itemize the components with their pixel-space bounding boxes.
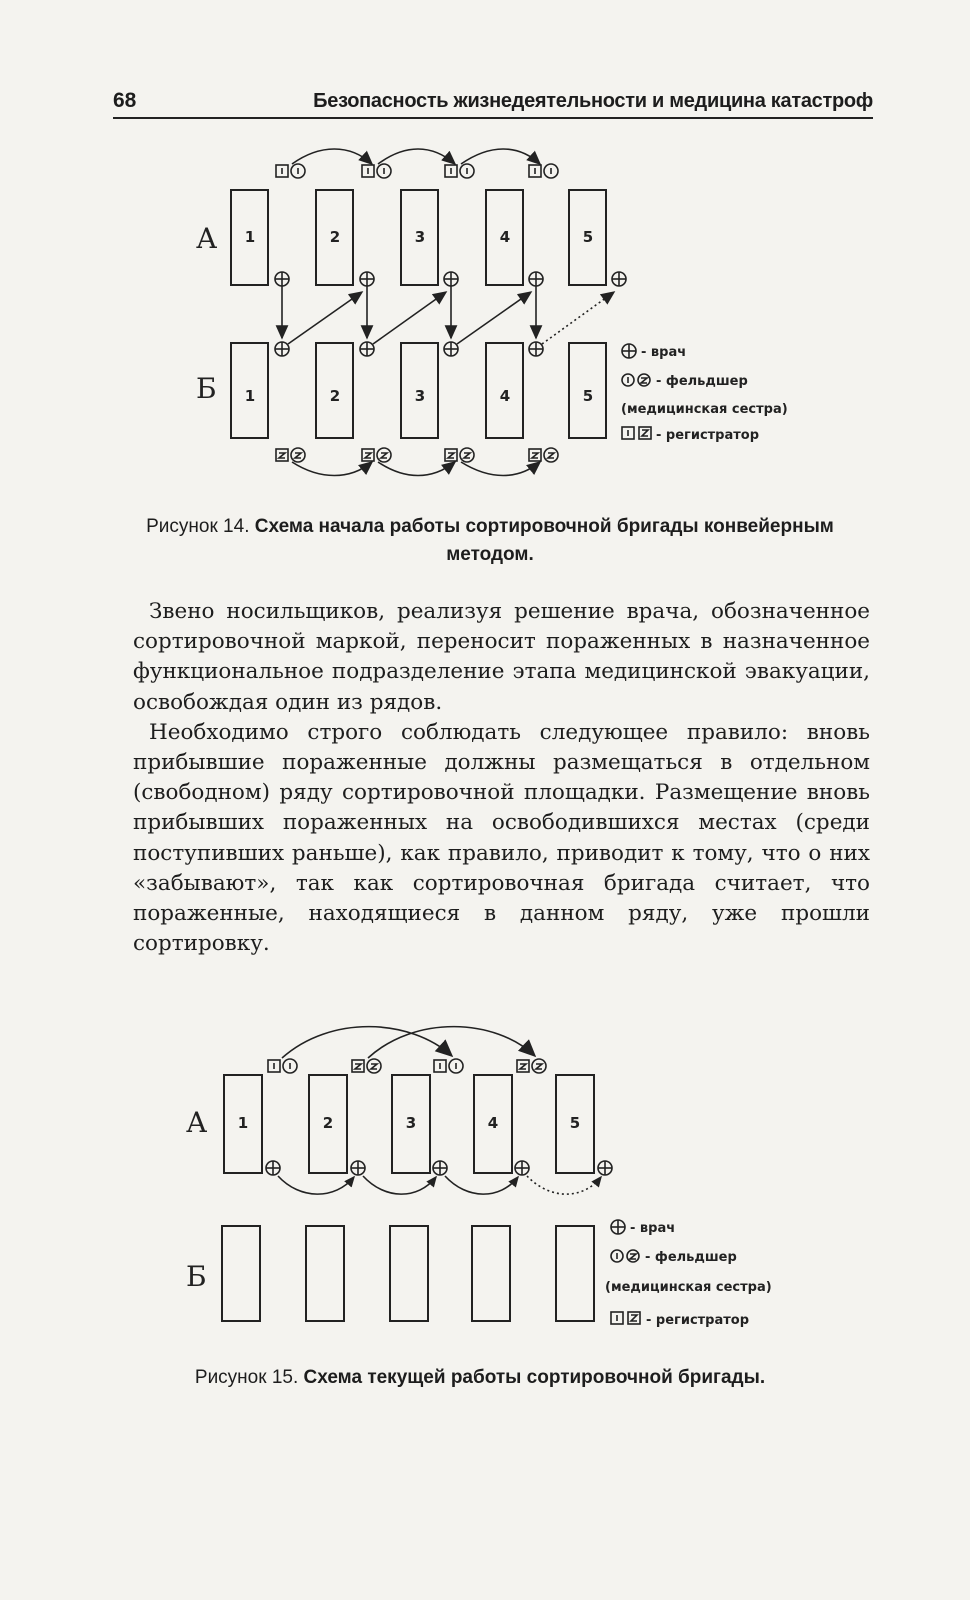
running-header <box>113 89 873 119</box>
figure-15-caption-text: Схема текущей работы сортировочной бригады. <box>303 1367 766 1388</box>
registrar-paramedic-icon <box>529 448 558 462</box>
row-a-team-markers <box>276 149 558 178</box>
doctor-icon <box>360 342 374 356</box>
legend-nurse: (медицинская сестра) <box>605 1280 772 1295</box>
doctor-icon <box>275 342 289 356</box>
stretcher-a-3-number: 3 <box>414 228 426 246</box>
doctor-icon <box>612 272 626 286</box>
paragraph-2: Необходимо строго соблюдать следующее правило: вновь прибывшие пораженные должны размещаться в отдельном (свободном) ряду сортировочной площадки. Размещение вновь прибывших пораженных на освободившихся местах (среди поступивших раньше), как правило, приводит к тому, что о них «забывают», так как сортировочная бригада считает, что пораженные, находящиеся в данном ряду, уже прошли сортировку. <box>133 719 870 957</box>
legend-registrar: - регистратор <box>646 1313 750 1328</box>
registrar-paramedic-icon <box>529 164 558 178</box>
registrar-icon <box>611 1312 640 1324</box>
stretcher-b-1-number: 1 <box>244 387 256 405</box>
row-b-empty-stretchers <box>222 1226 594 1321</box>
legend-paramedic: - фельдшер <box>645 1250 737 1265</box>
row-b-label: Б <box>186 1260 207 1293</box>
row-a-team-markers <box>268 1027 546 1073</box>
legend-nurse: (медицинская сестра) <box>621 402 788 417</box>
registrar-paramedic-icon <box>434 1059 463 1073</box>
stretcher-b-5-number: 5 <box>582 387 594 405</box>
figure-14-caption <box>130 513 850 569</box>
registrar-paramedic-icon <box>362 448 391 462</box>
doctor-icon <box>433 1161 447 1175</box>
stretcher-b-4 <box>472 1226 510 1321</box>
stretcher-a-4-number: 4 <box>487 1114 499 1132</box>
legend-doctor: - врач <box>630 1221 676 1236</box>
stretcher-b-4-number: 4 <box>499 387 511 405</box>
stretcher-a-1-number: 1 <box>237 1114 249 1132</box>
legend-doctor: - врач <box>641 345 687 360</box>
registrar-paramedic-icon <box>352 1059 381 1073</box>
doctor-icon <box>611 1220 625 1234</box>
stretcher-a-2-number: 2 <box>329 228 341 246</box>
row-a-label: А <box>186 1106 208 1139</box>
doctor-icon <box>515 1161 529 1175</box>
stretcher-b-2-number: 2 <box>329 387 341 405</box>
doctor-icon <box>529 272 543 286</box>
doctor-icon <box>360 272 374 286</box>
figure-15-caption <box>120 1364 840 1392</box>
row-a-label: А <box>196 222 218 255</box>
stretcher-a-2-number: 2 <box>322 1114 334 1132</box>
doctor-icon <box>275 272 289 286</box>
registrar-paramedic-icon <box>276 164 305 178</box>
doctor-icon <box>351 1161 365 1175</box>
figure-14-caption-text: Схема начала работы сортировочной бригады конвейерным методом. <box>254 516 834 565</box>
running-title: Безопасность жизнедеятельности и медицина катастроф <box>313 90 873 112</box>
stretcher-b-1 <box>222 1226 260 1321</box>
doctor-icon <box>444 272 458 286</box>
doctor-icon <box>598 1161 612 1175</box>
legend <box>621 344 788 443</box>
registrar-paramedic-icon <box>445 448 474 462</box>
legend-paramedic: - фельдшер <box>656 374 748 389</box>
figure-14-caption-lead: Рисунок 14. <box>146 516 255 537</box>
registrar-paramedic-icon <box>276 448 305 462</box>
row-b-label: Б <box>196 372 217 405</box>
row-b-team-markers <box>276 448 558 476</box>
registrar-paramedic-icon <box>268 1059 297 1073</box>
body-text <box>133 597 870 959</box>
figure-14-diagram <box>0 150 970 470</box>
registrar-paramedic-icon <box>445 164 474 178</box>
page-number: 68 <box>113 89 137 112</box>
registrar-paramedic-icon <box>362 164 391 178</box>
stretcher-b-3 <box>390 1226 428 1321</box>
legend-registrar: - регистратор <box>656 428 760 443</box>
paramedic-icon <box>622 374 650 386</box>
registrar-icon <box>622 427 651 439</box>
doctor-path <box>266 1161 612 1194</box>
registrar-paramedic-icon <box>517 1059 546 1073</box>
figure-15-diagram <box>0 1030 970 1350</box>
stretcher-a-3-number: 3 <box>405 1114 417 1132</box>
stretcher-a-5-number: 5 <box>582 228 594 246</box>
doctor-icon <box>266 1161 280 1175</box>
legend <box>605 1220 772 1328</box>
doctor-icon <box>622 344 636 358</box>
stretcher-a-5-number: 5 <box>569 1114 581 1132</box>
stretcher-b-5 <box>556 1226 594 1321</box>
paramedic-icon <box>611 1250 639 1262</box>
stretcher-a-4-number: 4 <box>499 228 511 246</box>
stretcher-b-3-number: 3 <box>414 387 426 405</box>
doctor-icon <box>529 342 543 356</box>
doctor-icon <box>444 342 458 356</box>
stretcher-a-1-number: 1 <box>244 228 256 246</box>
stretcher-b-2 <box>306 1226 344 1321</box>
paragraph-1: Звено носильщиков, реализуя решение врача, обозначенное сортировочной маркой, переносит пораженных в назначенное функциональное подразделение этапа медицинской эвакуации, освобождая один из рядов. <box>133 599 870 715</box>
figure-15-caption-lead: Рисунок 15. <box>194 1367 304 1388</box>
